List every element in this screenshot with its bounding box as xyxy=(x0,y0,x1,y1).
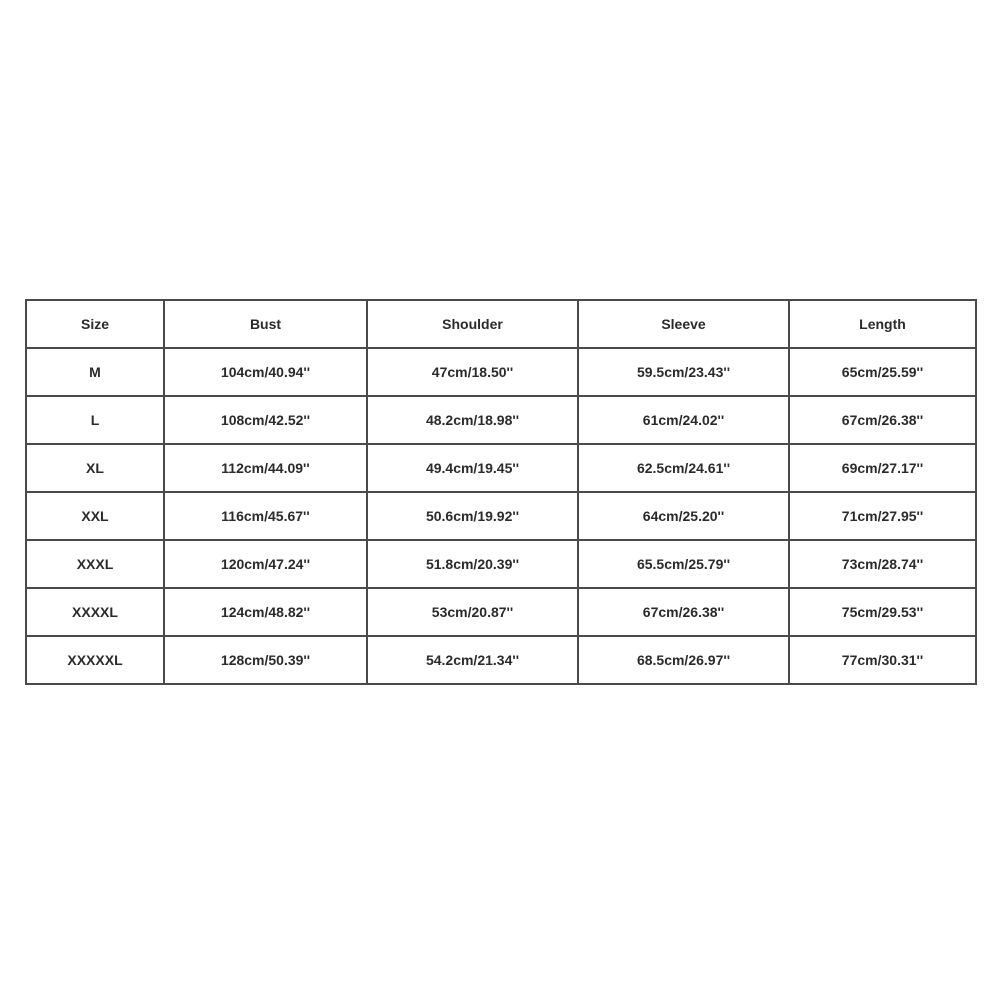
cell-sleeve: 59.5cm/23.43'' xyxy=(578,348,789,396)
cell-shoulder: 51.8cm/20.39'' xyxy=(367,540,578,588)
cell-size: XXXXXL xyxy=(26,636,164,684)
cell-bust: 128cm/50.39'' xyxy=(164,636,367,684)
cell-shoulder: 53cm/20.87'' xyxy=(367,588,578,636)
table-row xyxy=(26,588,976,636)
cell-length: 69cm/27.17'' xyxy=(789,444,976,492)
cell-length: 71cm/27.95'' xyxy=(789,492,976,540)
cell-bust: 124cm/48.82'' xyxy=(164,588,367,636)
header-shoulder: Shoulder xyxy=(367,300,578,348)
header-length: Length xyxy=(789,300,976,348)
cell-length: 73cm/28.74'' xyxy=(789,540,976,588)
cell-size: XXXXL xyxy=(26,588,164,636)
cell-shoulder: 49.4cm/19.45'' xyxy=(367,444,578,492)
cell-sleeve: 64cm/25.20'' xyxy=(578,492,789,540)
cell-size: XXXL xyxy=(26,540,164,588)
cell-length: 77cm/30.31'' xyxy=(789,636,976,684)
table-row xyxy=(26,636,976,684)
cell-length: 67cm/26.38'' xyxy=(789,396,976,444)
size-chart-table xyxy=(25,299,977,685)
cell-sleeve: 67cm/26.38'' xyxy=(578,588,789,636)
cell-length: 65cm/25.59'' xyxy=(789,348,976,396)
cell-size: L xyxy=(26,396,164,444)
cell-size: M xyxy=(26,348,164,396)
table-body xyxy=(26,348,976,684)
cell-length: 75cm/29.53'' xyxy=(789,588,976,636)
cell-shoulder: 47cm/18.50'' xyxy=(367,348,578,396)
cell-bust: 112cm/44.09'' xyxy=(164,444,367,492)
cell-bust: 104cm/40.94'' xyxy=(164,348,367,396)
table-row xyxy=(26,348,976,396)
table-row xyxy=(26,492,976,540)
cell-bust: 120cm/47.24'' xyxy=(164,540,367,588)
table-row xyxy=(26,540,976,588)
table-row xyxy=(26,396,976,444)
cell-sleeve: 61cm/24.02'' xyxy=(578,396,789,444)
cell-bust: 116cm/45.67'' xyxy=(164,492,367,540)
cell-size: XXL xyxy=(26,492,164,540)
table-header xyxy=(26,300,976,348)
header-bust: Bust xyxy=(164,300,367,348)
cell-size: XL xyxy=(26,444,164,492)
cell-sleeve: 68.5cm/26.97'' xyxy=(578,636,789,684)
cell-shoulder: 48.2cm/18.98'' xyxy=(367,396,578,444)
header-size: Size xyxy=(26,300,164,348)
cell-sleeve: 62.5cm/24.61'' xyxy=(578,444,789,492)
cell-sleeve: 65.5cm/25.79'' xyxy=(578,540,789,588)
table-row xyxy=(26,444,976,492)
header-row xyxy=(26,300,976,348)
cell-shoulder: 50.6cm/19.92'' xyxy=(367,492,578,540)
header-sleeve: Sleeve xyxy=(578,300,789,348)
cell-shoulder: 54.2cm/21.34'' xyxy=(367,636,578,684)
cell-bust: 108cm/42.52'' xyxy=(164,396,367,444)
